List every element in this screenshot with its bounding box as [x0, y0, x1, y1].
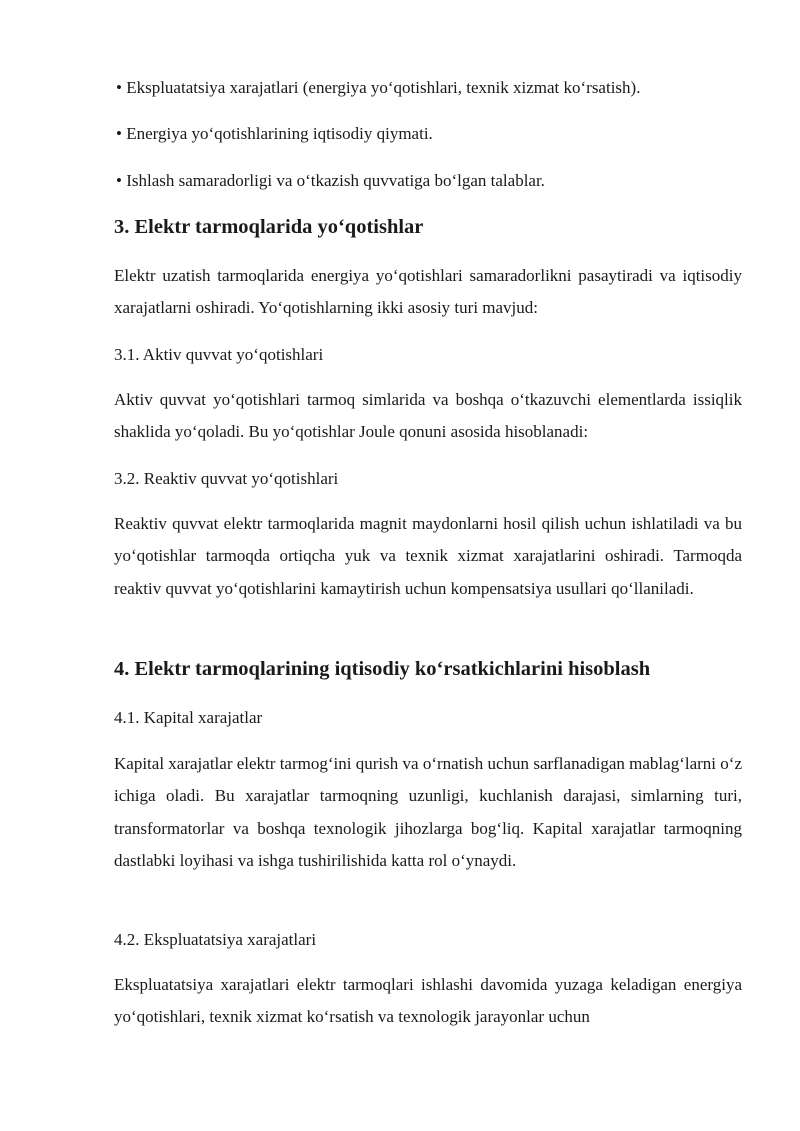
section-3-heading: 3. Elektr tarmoqlarida yo‘qotishlar — [114, 216, 424, 238]
section-3-intro-paragraph: Elektr uzatish tarmoqlarida energiya yo‘qotishlari samaradorlikni pasaytiradi va iqtisodiy xarajatlarni oshiradi. Yo‘qotishlarning ikki asosiy turi mavjud: — [114, 266, 742, 318]
subsection-4-2-paragraph: Ekspluatatsiya xarajatlari elektr tarmoqlari ishlashi davomida yuzaga keladigan energiya yo‘qotishlari, texnik xizmat ko‘rsatish va texnologik jarayonlar uchun — [114, 975, 742, 1027]
subsection-3-2-title: 3.2. Reaktiv quvvat yo‘qotishlari — [114, 469, 339, 488]
subsection-4-1-title: 4.1. Kapital xarajatlar — [114, 708, 263, 727]
subsection-3-2-paragraph: Reaktiv quvvat elektr tarmoqlarida magnit maydonlarni hosil qilish uchun ishlatiladi va bu yo‘qotishlar tarmoqda ortiqcha yuk va texnik xizmat xarajatlarini oshiradi. Tarmoqda reaktiv quvvat yo‘qotishlarini kamaytirish uchun kompensatsiya usullari qo‘llaniladi. — [114, 514, 742, 598]
subsection-4-1-paragraph: Kapital xarajatlar elektr tarmog‘ini qurish va o‘rnatish uchun sarflanadigan mablag‘larni o‘z ichiga oladi. Bu xarajatlar tarmoqning uzunligi, kuchlanish darajasi, simlarning turi, transformatorlar va boshqa texnologik jihozlarga bog‘liq. Kapital xarajatlar tarmoqning dastlabki loyihasi va ishga tushirilishida katta rol o‘ynaydi. — [114, 754, 742, 870]
subsection-4-2-title: 4.2. Ekspluatatsiya xarajatlari — [114, 930, 317, 949]
bullet-item: • Energiya yo‘qotishlarining iqtisodiy qiymati. — [116, 124, 433, 143]
bullet-item: • Ishlash samaradorligi va o‘tkazish quvvatiga bo‘lgan talablar. — [116, 171, 545, 190]
section-4-heading: 4. Elektr tarmoqlarining iqtisodiy ko‘rsatkichlarini hisoblash — [114, 658, 651, 680]
bullet-item: • Ekspluatatsiya xarajatlari (energiya yo‘qotishlari, texnik xizmat ko‘rsatish). — [116, 78, 641, 97]
subsection-3-1-paragraph: Aktiv quvvat yo‘qotishlari tarmoq simlarida va boshqa o‘tkazuvchi elementlarda issiqlik shaklida yo‘qoladi. Bu yo‘qotishlar Joule qonuni asosida hisoblanadi: — [114, 390, 742, 442]
subsection-3-1-title: 3.1. Aktiv quvvat yo‘qotishlari — [114, 345, 324, 364]
